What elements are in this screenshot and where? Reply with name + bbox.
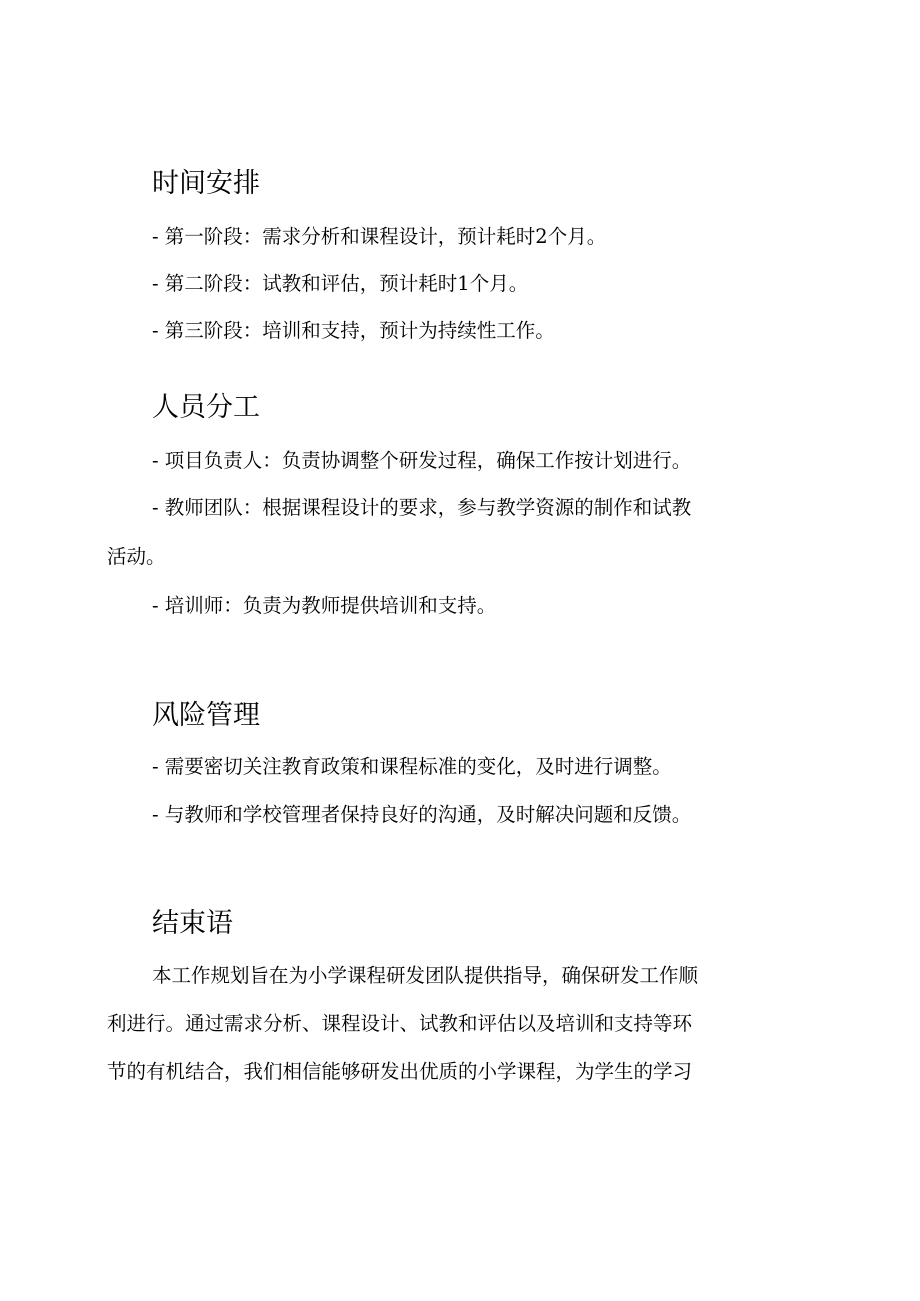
conclusion-line-3: 节的有机结合，我们相信能够研发出优质的小学课程，为学生的学习 bbox=[107, 1060, 693, 1083]
risk-item-communication: - 与教师和学校管理者保持良好的沟通，及时解决问题和反馈。 bbox=[152, 803, 692, 826]
conclusion-line-1: 本工作规划旨在为小学课程研发团队提供指导，确保研发工作顺 bbox=[152, 964, 699, 987]
schedule-item-phase-2: - 第二阶段：试教和评估，预计耗时1个月。 bbox=[152, 272, 529, 295]
staffing-item-project-lead: - 项目负责人：负责协调整个研发过程，确保工作按计划进行。 bbox=[152, 449, 692, 472]
staffing-item-teacher-team-continued: 活动。 bbox=[107, 545, 166, 568]
staffing-item-trainer: - 培训师：负责为教师提供培训和支持。 bbox=[152, 594, 497, 617]
risk-item-policy-changes: - 需要密切关注教育政策和课程标准的变化，及时进行调整。 bbox=[152, 755, 672, 778]
section-heading-schedule: 时间安排 bbox=[152, 168, 260, 199]
schedule-item-phase-3: - 第三阶段：培训和支持，预计为持续性工作。 bbox=[152, 319, 555, 342]
schedule-item-phase-1: - 第一阶段：需求分析和课程设计，预计耗时2个月。 bbox=[152, 225, 607, 248]
conclusion-line-2: 利进行。通过需求分析、课程设计、试教和评估以及培训和支持等环 bbox=[107, 1012, 693, 1035]
section-heading-staffing: 人员分工 bbox=[152, 392, 260, 423]
conclusion-paragraph bbox=[107, 952, 807, 1096]
section-heading-conclusion: 结束语 bbox=[152, 908, 233, 939]
staffing-item-teacher-team: - 教师团队：根据课程设计的要求，参与教学资源的制作和试教 bbox=[152, 496, 692, 519]
section-heading-risk: 风险管理 bbox=[152, 700, 260, 731]
